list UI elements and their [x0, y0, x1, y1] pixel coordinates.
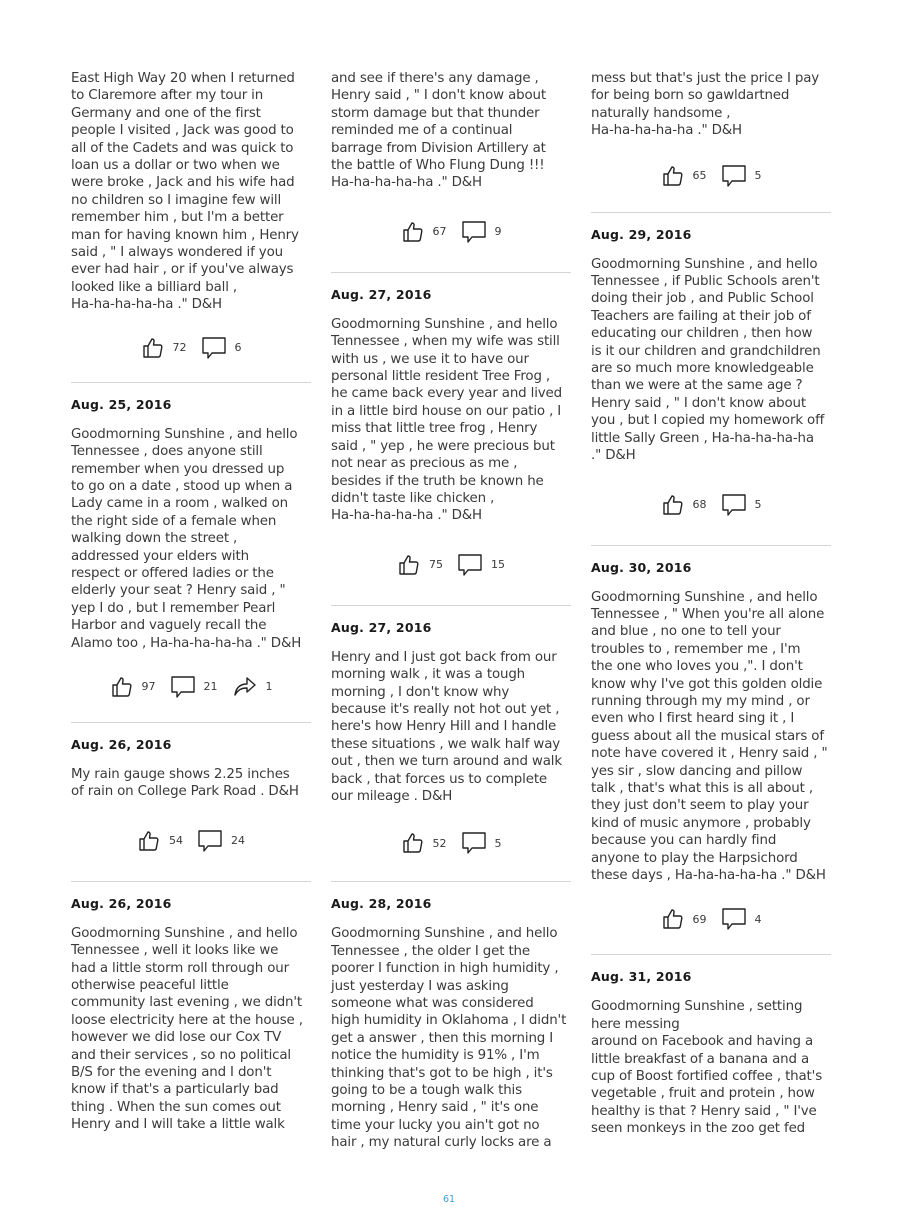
comment-bubble-icon [170, 675, 196, 699]
like-count: 72 [172, 341, 187, 355]
like-count: 52 [432, 836, 447, 850]
comment-bubble-icon [721, 493, 747, 517]
divider [591, 545, 831, 546]
post-date: Aug. 28, 2016 [331, 896, 432, 912]
divider [331, 605, 571, 606]
post-text: Goodmorning Sunshine , and hello Tennessee , the older I get the poorer I function in high humidity , just yesterday I was asking someone what was considered high humidity in Oklahoma , I didn't get a answer , then this morning I notice the humidity is 91% , I'm thinking that's got to be high , it's going to be a tough walk this morning , Henry said , " it's one time your lucky you ain't got no hair , my natural curly locks are a [331, 926, 567, 1151]
comment-button[interactable] [201, 336, 242, 360]
comment-bubble-icon [457, 553, 483, 577]
like-count: 97 [141, 680, 156, 694]
post-text: My rain gauge shows 2.25 inches of rain on College Park Road . D&H [71, 766, 299, 800]
thumbs-up-icon [661, 164, 685, 188]
post-text: Goodmorning Sunshine , and hello Tennessee , " When you're all alone and blue , no one to tell your troubles to , remember me , I'm the one who loves you ,". I don't know why I've got this golden oldie running through my my mind , or even who I first heard sing it , I guess about all the musical stars of note have covered it , Henry said , " yes sir , slow dancing and pillow talk , that's what this is all about , they just don't seem to play your kind of music anymore , probably because you can hardly find anyone to play the Harpsichord these days , Ha-ha-ha-ha-ha ." D&H [591, 589, 828, 883]
comment-button[interactable] [721, 907, 762, 931]
comment-button[interactable] [461, 220, 502, 244]
divider [71, 722, 311, 723]
post-date: Aug. 27, 2016 [331, 286, 432, 302]
thumbs-up-icon [110, 675, 134, 699]
column-1 [71, 70, 311, 1134]
divider [71, 881, 311, 882]
comment-button[interactable] [721, 493, 762, 517]
like-count: 65 [692, 169, 707, 183]
post-date: Aug. 29, 2016 [591, 226, 692, 242]
like-button[interactable] [141, 336, 187, 360]
like-button[interactable] [401, 220, 447, 244]
reaction-bar [591, 465, 831, 545]
like-count: 54 [169, 834, 183, 848]
reaction-bar [591, 884, 831, 954]
reaction-bar [71, 314, 311, 382]
divider [331, 881, 571, 882]
post-entry [331, 70, 571, 273]
reaction-bar [331, 192, 571, 272]
comment-button[interactable] [170, 675, 218, 699]
reaction-bar [71, 801, 311, 881]
post-text: mess but that's just the price I pay for being born so gawldartned naturally handsome , Ha-ha-ha-ha-ha ." D&H [591, 71, 820, 139]
share-button[interactable] [232, 675, 273, 699]
column-2 [331, 70, 571, 1152]
comment-count: 21 [203, 680, 218, 694]
post-date: Aug. 30, 2016 [591, 559, 692, 575]
comment-count: 15 [491, 558, 505, 572]
post-entry [591, 227, 831, 546]
comment-bubble-icon [201, 336, 227, 360]
post-entry [331, 620, 571, 883]
comment-button[interactable] [721, 164, 762, 188]
share-arrow-icon [232, 675, 258, 699]
divider [331, 272, 571, 273]
post-entry [591, 969, 831, 1137]
post-entry [331, 287, 571, 606]
thumbs-up-icon [137, 829, 161, 853]
like-count: 75 [429, 558, 443, 572]
post-entry [71, 397, 311, 723]
thumbs-up-icon [661, 493, 685, 517]
thumbs-up-icon [661, 907, 685, 931]
post-text: and see if there's any damage , Henry said , " I don't know about storm damage but that thunder reminded me of a continual barrage from Division Artillery at the battle of Who Flung Dung !!! Ha-ha-ha-ha-ha ." D&H [331, 71, 546, 191]
like-button[interactable] [661, 907, 707, 931]
post-text: Goodmorning Sunshine , and hello Tennessee , if Public Schools aren't doing their job , and Public School Teachers are failing at their job of educating our children , then how is it our children and grandchildren are so much more knowledgeable than we were at the same age ? Henry said , " I don't know about you , but I copied my homework off little Sally Green , Ha-ha-ha-ha-ha ." D&H [591, 256, 825, 464]
reaction-bar [71, 652, 311, 722]
post-text: Goodmorning Sunshine , and hello Tennessee , does anyone still remember when you dressed up to go on a date , stood up when a Lady came in a room , walked on the right side of a female when walking down the street , addressed your elders with respect or offered ladies or the elderly your seat ? Henry said , " yep I do , but I remember Pearl Harbor and vaguely recall the Alamo too , Ha-ha-ha-ha-ha ." D&H [71, 426, 302, 651]
comment-bubble-icon [721, 907, 747, 931]
page-number: 61 [442, 1194, 456, 1205]
like-button[interactable] [661, 164, 707, 188]
post-text: Goodmorning Sunshine , and hello Tennessee , when my wife was still with us , we use it to have our personal little resident Tree Frog , he came back every year and lived in a little bird house on our patio , I miss that little tree frog , Henry said , " yep , he were precious but not near as precious as me , besides if the truth be known he didn't taste like chicken , Ha-ha-ha-ha-ha ." D&H [331, 316, 562, 524]
post-entry [71, 70, 311, 383]
comment-bubble-icon [721, 164, 747, 188]
like-button[interactable] [397, 553, 443, 577]
post-text: Goodmorning Sunshine , setting here messing around on Facebook and having a little breakfast of a banana and a cup of Boost fortified coffee , that's vegetable , fruit and protein , how healthy is that ? Henry said , " I've seen monkeys in the zoo get fed [591, 999, 823, 1137]
reaction-bar [591, 140, 831, 212]
post-text: East High Way 20 when I returned to Claremore after my tour in Germany and one of the first people I visited , Jack was good to all of the Cadets and was quick to loan us a dollar or two when we were broke , Jack and his wife had no children so I imagine few will remember him , but I'm a better man for having known him , Henry said , " I always wondered if you ever had hair , or if you've always looked like a billiard ball , Ha-ha-ha-ha-ha ." D&H [71, 71, 299, 313]
like-button[interactable] [137, 829, 183, 853]
reaction-bar [331, 525, 571, 605]
post-date: Aug. 26, 2016 [71, 895, 172, 911]
comment-count: 4 [754, 912, 762, 926]
comment-bubble-icon [461, 220, 487, 244]
comment-count: 5 [754, 498, 762, 511]
thumbs-up-icon [141, 336, 165, 360]
post-text: Henry and I just got back from our morning walk , it was a tough morning , I don't know why because it's really not hot out yet , here's how Henry Hill and I handle these situations , we walk half way out , then we turn around and walk back , that forces us to complete our mileage . D&H [331, 649, 562, 804]
post-date: Aug. 25, 2016 [71, 396, 172, 412]
like-count: 69 [692, 912, 707, 926]
like-count: 67 [432, 225, 447, 239]
comment-bubble-icon [197, 829, 223, 853]
like-button[interactable] [110, 675, 156, 699]
post-entry [591, 560, 831, 956]
comment-count: 5 [494, 836, 502, 850]
post-entry [331, 896, 571, 1151]
comment-button[interactable] [461, 831, 502, 855]
thumbs-up-icon [401, 220, 425, 244]
post-entry [71, 896, 311, 1134]
comment-bubble-icon [461, 831, 487, 855]
post-date: Aug. 27, 2016 [331, 619, 432, 635]
comment-count: 6 [234, 341, 242, 355]
thumbs-up-icon [401, 831, 425, 855]
comment-button[interactable] [197, 829, 245, 853]
post-text: Goodmorning Sunshine , and hello Tennessee , well it looks like we had a little storm roll through our otherwise peaceful little community last evening , we didn't loose electricity here at the house , however we did lose our Cox TV and their services , so no political B/S for the evening and I don't know if that's a particularly bad thing . When the sun comes out Henry and I will take a little walk [71, 925, 303, 1133]
comment-button[interactable] [457, 553, 505, 577]
divider [591, 954, 831, 955]
post-entry [591, 70, 831, 213]
post-entry [71, 737, 311, 882]
column-3 [591, 70, 831, 1138]
comment-count: 5 [754, 169, 762, 183]
share-count: 1 [265, 680, 273, 694]
like-count: 68 [692, 498, 707, 511]
like-button[interactable] [661, 493, 707, 517]
comment-count: 9 [494, 225, 502, 239]
like-button[interactable] [401, 831, 447, 855]
divider [591, 212, 831, 213]
thumbs-up-icon [397, 553, 421, 577]
post-date: Aug. 31, 2016 [591, 969, 692, 985]
divider [71, 382, 311, 383]
comment-count: 24 [231, 834, 245, 848]
post-date: Aug. 26, 2016 [71, 736, 172, 752]
reaction-bar [331, 805, 571, 881]
